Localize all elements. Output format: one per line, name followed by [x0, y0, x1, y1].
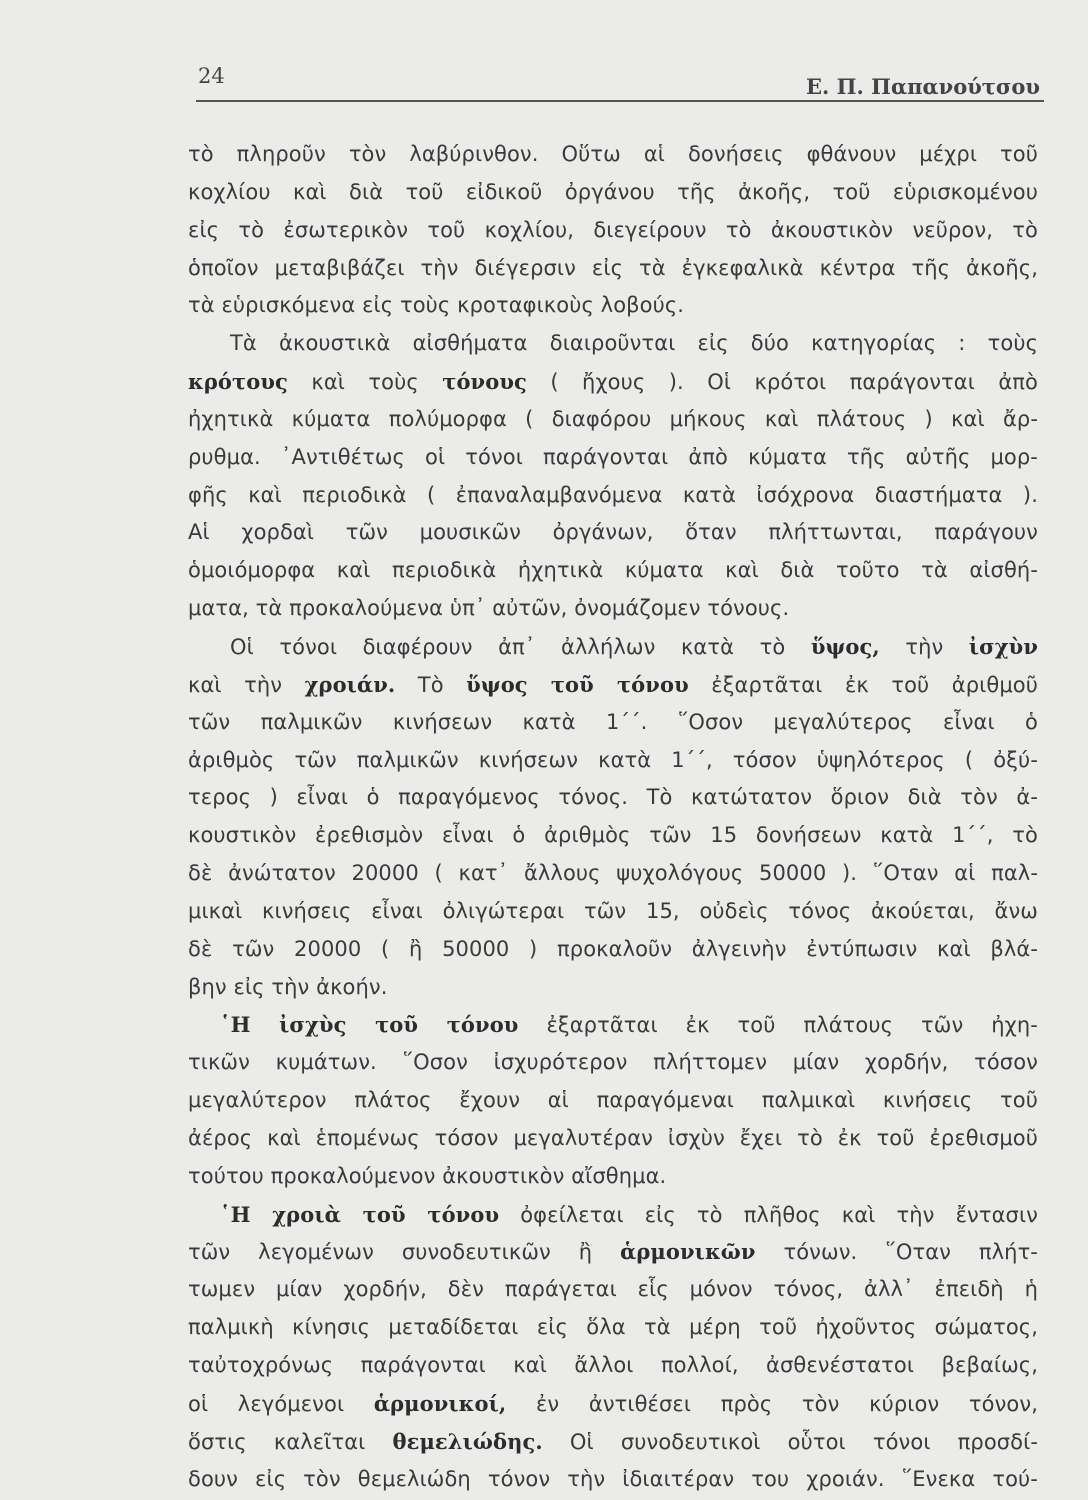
text-line	[188, 1423, 1038, 1461]
text-line	[188, 212, 1038, 250]
text-line	[188, 590, 1038, 628]
text-segment: τωμεν μίαν χορδήν, δὲν παράγεται εἷς μόνον τόνος, ἀλλ᾿ ἐπειδὴ ἡ	[188, 1277, 1038, 1302]
text-segment: τὰ εὑρισκόμενα εἰς τοὺς κροταφικοὺς λοβούς.	[188, 293, 685, 318]
text-line	[188, 1158, 1038, 1196]
text-line	[188, 779, 1038, 817]
text-line	[188, 817, 1038, 855]
text-segment: δὲ τῶν 20000 ( ἢ 50000 ) προκαλοῦν ἀλγεινὴν ἐντύπωσιν καὶ βλά-	[188, 936, 1038, 961]
text-segment: ὁποῖον μεταβιβάζει τὴν διέγερσιν εἰς τὰ ἐγκεφαλικὰ κέντρα τῆς ἀκοῆς,	[188, 255, 1038, 280]
text-line	[188, 401, 1038, 439]
text-segment: τόνων. ῞Οταν πλήτ-	[755, 1240, 1038, 1265]
text-line	[188, 1196, 1038, 1234]
text-segment: καὶ τὴν	[188, 672, 305, 697]
text-segment: ὁμοιόμορφα καὶ περιοδικὰ ἠχητικὰ κύματα καὶ διὰ τοῦτο τὰ αἰσθή-	[188, 558, 1038, 583]
text-line	[188, 514, 1038, 552]
text-segment: μεγαλύτερον πλάτος ἔχουν αἱ παραγόμεναι παλμικαὶ κινήσεις τοῦ	[188, 1088, 1038, 1113]
text-segment: Τὸ	[395, 672, 467, 697]
text-line	[188, 742, 1038, 780]
bold-term: ἰσχὺν	[968, 633, 1038, 659]
text-line	[188, 477, 1038, 515]
text-segment: δουν εἰς τὸν θεμελιώδη τόνον τὴν ἰδιαιτέραν του χροιάν. ῞Ενεκα τού-	[188, 1466, 1038, 1491]
text-segment: Οἱ τόνοι διαφέρουν ἀπ᾿ ἀλλήλων κατὰ τὸ	[230, 634, 811, 659]
text-segment: βην εἰς τὴν ἀκοήν.	[188, 974, 388, 999]
text-segment: ἠχητικὰ κύματα πολύμορφα ( διαφόρου μήκους καὶ πλάτους ) καὶ ἄρ-	[188, 406, 1038, 431]
body-text	[188, 136, 1038, 1498]
text-segment: ματα, τὰ προκαλούμενα ὑπ᾿ αὐτῶν, ὀνομάζομεν τόνους.	[188, 596, 790, 621]
text-line	[188, 1309, 1038, 1347]
bold-term: κρότους	[188, 369, 288, 395]
bold-term: τόνους	[442, 369, 527, 395]
page-header	[196, 62, 1044, 102]
text-segment: μικαὶ κινήσεις εἶναι ὀλιγώτεραι τῶν 15, οὐδεὶς τόνος ἀκούεται, ἄνω	[188, 898, 1038, 923]
bold-term: θεμελιώδης.	[392, 1428, 543, 1454]
text-segment: κοχλίου καὶ διὰ τοῦ εἰδικοῦ ὀργάνου τῆς ἀκοῆς, τοῦ εὑρισκομένου	[188, 179, 1038, 204]
text-segment: ἐξαρτᾶται ἐκ τοῦ πλάτους τῶν ἠχη-	[518, 1013, 1038, 1038]
text-line	[188, 931, 1038, 969]
text-segment: ρυθμα. ᾿Αντιθέτως οἱ τόνοι παράγονται ἀπὸ κύματα τῆς αὐτῆς μορ-	[188, 444, 1038, 469]
text-segment: τερος ) εἶναι ὁ παραγόμενος τόνος. Τὸ κατώτατον ὅριον διὰ τὸν ἀ-	[188, 785, 1038, 810]
text-segment: ( ἤχους ). Οἱ κρότοι παράγονται ἀπὸ	[526, 370, 1038, 395]
bold-term: ὕψος,	[810, 633, 880, 659]
running-head-author: Ε. Π. Παπανούτσου	[806, 74, 1040, 99]
text-line	[188, 893, 1038, 931]
text-segment: Οἱ συνοδευτικοὶ οὗτοι τόνοι προσδί-	[542, 1429, 1038, 1454]
bold-term: ῾Η ἰσχὺς τοῦ τόνου	[220, 1012, 519, 1038]
text-segment: ὀφείλεται εἰς τὸ πλῆθος καὶ τὴν ἔντασιν	[499, 1202, 1038, 1227]
text-segment: τικῶν κυμάτων. ῞Οσον ἰσχυρότερον πλήττομεν μίαν χορδήν, τόσον	[188, 1050, 1038, 1075]
text-segment: ὅστις καλεῖται	[188, 1429, 393, 1454]
text-line	[188, 363, 1038, 401]
text-line	[188, 628, 1038, 666]
page-number: 24	[198, 64, 225, 88]
bold-term: ῾Η χροιὰ τοῦ τόνου	[220, 1201, 500, 1227]
text-segment: τὸ πληροῦν τὸν λαβύρινθον. Οὕτω αἱ δονήσεις φθάνουν μέχρι τοῦ	[188, 142, 1038, 166]
text-line	[188, 1461, 1038, 1499]
text-segment: τούτου προκαλούμενον ἀκουστικὸν αἴσθημα.	[188, 1163, 667, 1188]
text-line	[188, 250, 1038, 288]
text-line	[188, 969, 1038, 1007]
text-segment: οἱ λεγόμενοι	[188, 1391, 374, 1416]
text-segment: Αἱ χορδαὶ τῶν μουσικῶν ὀργάνων, ὅταν πλήττωνται, παράγουν	[188, 520, 1038, 545]
text-segment: κουστικὸν ἐρεθισμὸν εἶναι ὁ ἀριθμὸς τῶν 15 δονήσεων κατὰ 1΄΄, τὸ	[188, 823, 1038, 848]
text-line	[188, 1044, 1038, 1082]
text-segment: τῶν παλμικῶν κινήσεων κατὰ 1΄΄. ῞Οσον μεγαλύτερος εἶναι ὁ	[188, 709, 1038, 734]
text-line	[188, 855, 1038, 893]
text-segment: εἰς τὸ ἐσωτερικὸν τοῦ κοχλίου, διεγείρουν τὸ ἀκουστικὸν νεῦρον, τὸ	[188, 217, 1038, 242]
text-line	[188, 1120, 1038, 1158]
text-line	[188, 1006, 1038, 1044]
text-segment: τὴν	[879, 634, 969, 659]
text-line	[188, 439, 1038, 477]
text-line	[188, 704, 1038, 742]
text-segment: ἀριθμὸς τῶν παλμικῶν κινήσεων κατὰ 1΄΄, τόσον ὑψηλότερος ( ὀξύ-	[188, 747, 1038, 772]
text-line	[188, 174, 1038, 212]
bold-term: χροιάν.	[304, 671, 396, 697]
text-line	[188, 552, 1038, 590]
text-line	[188, 136, 1038, 174]
bold-term: ἁρμονικῶν	[620, 1239, 756, 1265]
text-segment: φῆς καὶ περιοδικὰ ( ἐπαναλαμβανόμενα κατὰ ἰσόχρονα διαστήματα ).	[188, 482, 1038, 507]
text-segment: δὲ ἀνώτατον 20000 ( κατ᾿ ἄλλους ψυχολόγους 50000 ). ῞Οταν αἱ παλ-	[188, 861, 1038, 886]
text-segment: παλμικὴ κίνησις μεταδίδεται εἰς ὅλα τὰ μέρη τοῦ ἠχοῦντος σώματος,	[188, 1315, 1038, 1340]
text-line	[188, 287, 1038, 325]
text-line	[188, 1233, 1038, 1271]
bold-term: ἁρμονικοί,	[373, 1390, 507, 1416]
text-segment: τῶν λεγομένων συνοδευτικῶν ἢ	[188, 1240, 621, 1265]
bold-term: ὕψος τοῦ τόνου	[466, 671, 689, 697]
text-segment: ἐν ἀντιθέσει πρὸς τὸν κύριον τόνον,	[506, 1391, 1038, 1416]
text-line	[188, 325, 1038, 363]
text-line	[188, 1385, 1038, 1423]
text-segment: Τὰ ἀκουστικὰ αἰσθήματα διαιροῦνται εἰς δύο κατηγορίας : τοὺς	[230, 331, 1038, 356]
text-segment: ταὐτοχρόνως παράγονται καὶ ἄλλοι πολλοί, ἀσθενέστατοι βεβαίως,	[188, 1353, 1038, 1377]
text-segment: καὶ τοὺς	[287, 370, 443, 395]
text-segment: ἐξαρτᾶται ἐκ τοῦ ἀριθμοῦ	[688, 672, 1038, 697]
text-segment: ἀέρος καὶ ἑπομένως τόσον μεγαλυτέραν ἰσχὺν ἔχει τὸ ἐκ τοῦ ἐρεθισμοῦ	[188, 1125, 1038, 1150]
text-line	[188, 1347, 1038, 1385]
text-line	[188, 666, 1038, 704]
text-line	[188, 1271, 1038, 1309]
text-line	[188, 1082, 1038, 1120]
